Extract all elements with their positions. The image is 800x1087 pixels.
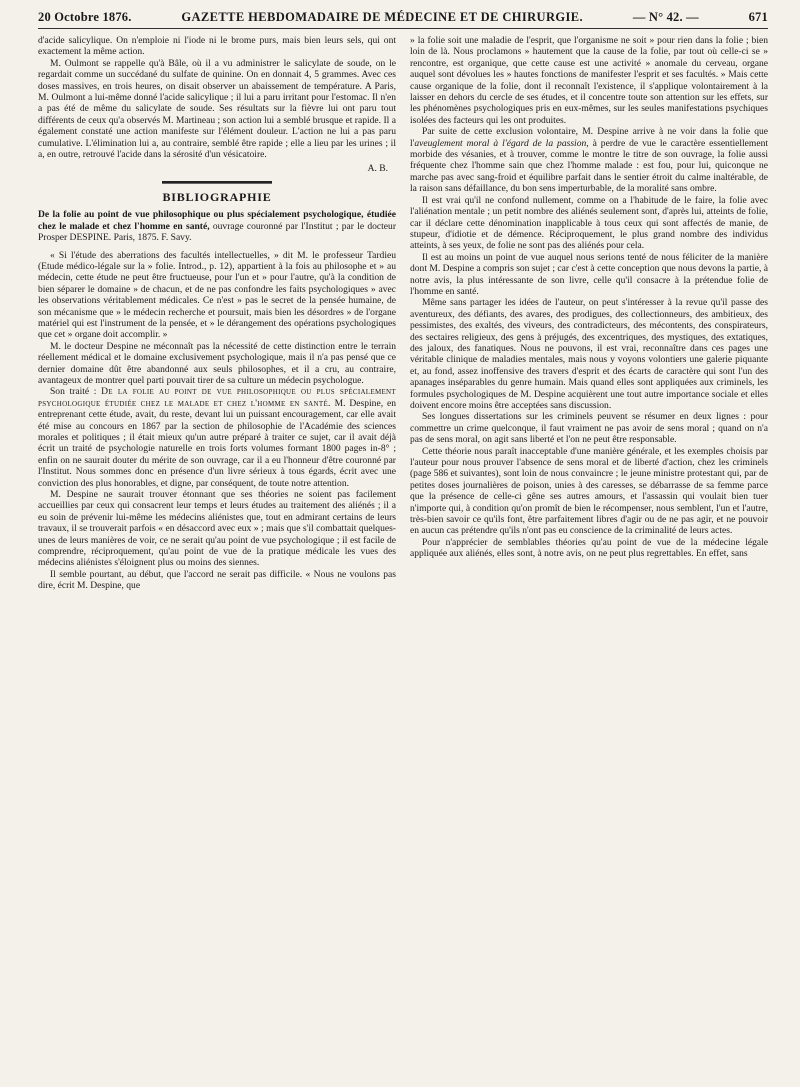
paragraph xyxy=(410,126,768,194)
paragraph: Même sans partager les idées de l'auteur, on peut s'intéresser à la revue qu'il passe des aventureux, des défiants, des avares, des prodigues, des collectionneurs, des ambitieux, des pessimistes, des exaltés, des viveurs, des contradicteurs, des mécontents, des conspirateurs, des sectaires religieux, des gens à préjugés, des excentriques, des mystiques, des extatiques, des jaloux, des fanatiques. Nous ne pouvons, il est vrai, reconnaître dans ces pages une véritable clinique de maladies mentales, mais nous y voyons volontiers une galerie piquante et, au fond, assez inoffensive des travers d'esprit et des écarts de caractère qui sont l'un des apanages inséparables du genre humain. Mais quand elles sont appliquées aux criminels, les formules psychologiques de M. Despine acquièrent une tout autre importance sociale et elles doivent encore moins être acceptées sans discussion. xyxy=(410,297,768,411)
paragraph-rest: M. Despine, en entreprenant cette étude, avait, du reste, devant lui un puissant encouragement, car elle avait été mise au concours en 1867 par la section de philosophie de l'Académie des sciences morales et politiques ; il était mieux qu'un autre préparé à traiter ce sujet, car il avait déjà écrit un traité de psychologie naturelle en trois forts volumes formant 1800 pages in-8° ; enfin on ne saurait douter du mérite de son ouvrage, car il a eu l'honneur d'être couronné par l'Institut. Nous sommes donc en présence d'un livre sérieux à tous égards, écrit avec une conviction des plus honorables, et digne, par conséquent, de toute notre attention. xyxy=(38,397,396,489)
paragraph: M. le docteur Despine ne méconnaît pas la nécessité de cette distinction entre le terrain réellement médical et le domaine exclusivement psychologique, mais il n'a pas pensé que ce dernier domaine dût être abandonné aux seuls philosophes, et il a cru, au contraire, avantageux de montrer quel parti pouvait tirer de sa culture un médecin psychologue. xyxy=(38,340,396,386)
author-signature: A. B. xyxy=(367,163,388,175)
section-title: BIBLIOGRAPHIE xyxy=(162,189,272,204)
right-column xyxy=(410,35,768,592)
paragraph: Cette théorie nous paraît inacceptable d'une manière générale, et les exemples choisis par l'auteur pour nous prouver l'absence de sens moral et de liberté d'action, chez les criminels (page 586 et suivantes), sont loin de nous convaincre ; le jeune ministre protestant qui, par de petites doses journalières de poison, unies à des caresses, se débarrasse de sa femme parce que la présence de celle-ci gêne ses autres amours, et l'assassin qui voulait bien tuer n'importe qui, à condition qu'on promît de bien le récompenser, nous semblent, l'un et l'autre, très-bien savoir ce qu'ils font, être parfaitement libres d'agir ou de ne pas agir, et ne pouvoir en aucun cas prétendre qu'ils n'ont pas eu conscience de la criminalité de leurs actes. xyxy=(410,445,768,537)
paragraph: » la folie soit une maladie de l'esprit, que l'organisme ne soit » pour rien dans la folie ; bien loin de là. Nous proclamons » hautement que la cause de la folie, par tout où celle-ci se » rencontre, est organique, que cette cause est une activité » anomale du cerveau, organe auquel sont dévolues les » hautes fonctions de manifester l'esprit et ses facultés. » Mais cette cause organique de la folie, dont il reconnaît l'existence, il s'applique volontairement à la laisser en dehors du cercle de ses études, et il concentre toute son attention sur les effets, sur les phénomènes psychologiques pris en eux-mêmes, sur les seules manifestations psychiques isolées des facteurs qui les ont produites. xyxy=(410,35,768,126)
paragraph: Pour n'apprécier de semblables théories qu'au point de vue de la médecine légale appliquée aux aliénés, elles sont, à notre avis, on ne peut plus regrettables. En effet, sans xyxy=(410,536,768,560)
page-header xyxy=(38,10,768,29)
emphasis: aveuglement moral à l'égard de la passion xyxy=(414,137,587,149)
bibliography-entry xyxy=(38,209,396,243)
paragraph: Ses longues dissertations sur les criminels peuvent se résumer en deux lignes : pour commettre un crime quelconque, il faut vraiment ne pas avoir de sens moral ; quand on n'a pas de sens moral, on agit sans liberté et l'on ne peut être responsable. xyxy=(410,411,768,446)
paragraph-lead: Par suite de cette exclusion volontaire, M. Despine arrive à ne voir dans la folie que l' xyxy=(410,126,768,149)
page-number: 671 xyxy=(748,10,768,24)
treatise-title: De la folie au point de vue philosophique ou plus spécialement psychologique étudiée chez le malade et chez l'homme en santé. xyxy=(38,386,396,409)
paragraph-lead: Son traité : xyxy=(50,386,102,398)
left-column xyxy=(38,35,396,592)
journal-title: GAZETTE HEBDOMADAIRE DE MÉDECINE ET DE CHIRURGIE. xyxy=(181,10,584,24)
paragraph: M. Despine ne saurait trouver étonnant que ses théories ne soient pas facilement accueillies par ceux qui consacrent leur temps et leurs études au traitement des aliénés ; il a eu soin de prévenir lui-même les médecins aliénistes que, tout en admirant certains de leurs travaux, il se trouverait parfois « en désaccord avec eux » ; mais que s'il combattait quelques-unes de leurs manières de voir, ce ne serait qu'au point de vue psychologique ; il est facile de comprendre, réciproquement, qu'au point de vue de la pratique médicale les vues des médecins aliénistes s'éloignent plus ou moins des siennes. xyxy=(38,489,396,569)
paragraph: Il semble pourtant, au début, que l'accord ne serait pas difficile. « Nous ne voulons pas dire, écrit M. Despine, que xyxy=(38,568,396,592)
paragraph xyxy=(38,386,396,489)
quotation: « Si l'étude des aberrations des facultés intellectuelles, » dit M. le professeur Tardieu (Etude médico-légale sur la » folie. Introd., p. 12), appartient à la fois au philosophe et » au médecin, cette étude ne peut être fructueuse, pour l'un et » pour l'autre, qu'à la condition de bien séparer le domaine » de chacun, et de ne pas confondre les faits psychologiques » avec les observations véritablement médicales. Ce n'est » pas le secret de la pensée humaine, de son mécanisme que » le médecin recherche et poursuit, mais bien les désordres » de l'organe matériel qui est l'instrument de la pensée, et » le dérangement des opérations psychologiques que cet » organe doit accomplir. » xyxy=(38,249,396,341)
paragraph: M. Oulmont se rappelle qu'à Bâle, où il a vu administrer le salicylate de soude, on le regardait comme un succédané du sulfate de quinine. On en donnait 4, 5 grammes. Avec ces doses massives, en trois heures, on disait observer un abaissement de température. A Paris, M. Oulmont a lui-même donné l'acide salicylique ; il lui a paru irritant pour l'estomac. Il n'en a pas été de même du salicylate de soude. Ses résultats sur la fièvre lui ont paru tout différents de ceux qu'a observés M. Martineau ; son action lui a semblé brusque et rapide. Il a également constaté une action manifeste sur l'élément douleur. L'action ne lui a pas paru cumulative. L'élimination lui a, au contraire, semblé être rapide ; elle a lieu par les urines ; il a, en outre, retrouvé l'acide dans la sérosité d'un vésicatoire. xyxy=(38,57,396,161)
section-divider xyxy=(162,181,272,184)
issue-number: — N° 42. — xyxy=(632,10,699,24)
paragraph: Il est vrai qu'il ne confond nullement, comme on a l'habitude de le faire, la folie avec l'aliénation mentale ; un petit nombre des aliénés seulement sont, d'après lui, atteints de folie, car il déclare cette dénomination inapplicable à tous ceux qui sont affectés de manie, de stupeur, d'idiotie et de démence. Réciproquement, le plus grand nombre des individus atteints, à ses yeux, de folie ne sont pas des aliénés pour cela. xyxy=(410,194,768,252)
text-columns xyxy=(38,35,768,592)
paragraph-rest: , à perdre de vue le caractère essentiellement morbide des vésanies, et à trouver, comme le montre le titre de son ouvrage, la folie aussi fréquente chez l'homme sain que chez l'homme malade : est fou, pour lui, quiconque ne marche pas avec sang-froid et équilibre parfait dans le sentier étroit du calme inaltérable, de la raison sans défaillance, du bon sens imperturbable, de la moralité sans ombre. xyxy=(410,137,769,195)
paragraph: d'acide salicylique. On n'emploie ni l'iode ni le brome purs, mais bien leurs sels, qui ont exactement la même action. xyxy=(38,35,396,58)
paragraph: Il est au moins un point de vue auquel nous serions tenté de nous féliciter de la manière dont M. Despine a compris son sujet ; car c'est à cette conception que nous devons la partie, à notre avis, la plus intéressante de son livre, celle qu'il consacre à la prétendue folie de l'homme en santé. xyxy=(410,251,768,297)
issue-date: 20 Octobre 1876. xyxy=(38,10,132,24)
book-details: ouvrage couronné par l'Institut ; par le docteur Prosper DESPINE. Paris, 1875. F. Savy. xyxy=(38,220,396,244)
book-title: De la folie au point de vue philosophique ou plus spécialement psychologique, étudiée chez le malade et chez l'homme en santé, xyxy=(38,209,396,232)
